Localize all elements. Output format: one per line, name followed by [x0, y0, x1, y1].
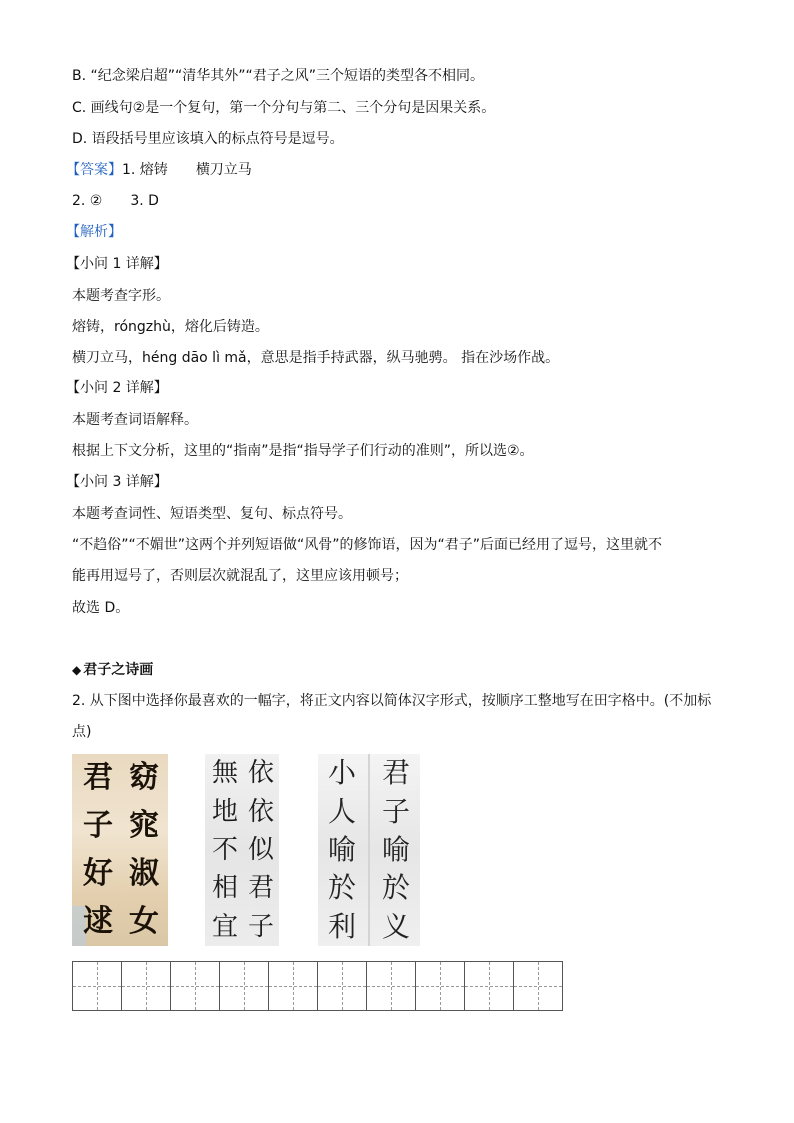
calligraphy-char: 窕: [129, 808, 159, 843]
calligraphy-char: 宜: [211, 911, 238, 942]
sub2-line: 根据上下文分析，这里的“指南”是指“指导学子们行动的准则”，所以选②。: [72, 443, 534, 459]
tianzige-cell[interactable]: [268, 961, 318, 1011]
tianzige-cell[interactable]: [464, 961, 514, 1011]
calligraphy-column: [78, 754, 118, 946]
calligraphy-char: 喻: [381, 832, 410, 866]
question2-line1: 2. 从下图中选择你最喜欢的一幅字，将正文内容以简体汉字形式，按顺序工整地写在田字格中。(不加标: [72, 693, 712, 709]
calligraphy-column: [376, 754, 416, 946]
calligraphy-char: 於: [381, 871, 410, 905]
calligraphy-char: 無: [211, 758, 238, 789]
sub3-heading: 【小问 3 详解】: [66, 474, 168, 490]
calligraphy-column: [205, 754, 245, 946]
calligraphy-char: 逑: [83, 904, 113, 939]
calligraphy-char: 於: [327, 871, 356, 905]
calligraphy-char: 人: [327, 794, 356, 828]
analysis-tag: 【解析】: [66, 224, 122, 240]
tianzige-cell[interactable]: [415, 961, 465, 1011]
calligraphy-char: 不: [211, 834, 238, 865]
answer-row: [66, 160, 252, 180]
sub2-heading: 【小问 2 详解】: [66, 380, 168, 396]
answer-q1: 1. 熔铸: [122, 162, 168, 178]
calligraphy-char: 依: [247, 758, 274, 789]
answer-tag: 【答案】: [66, 162, 122, 178]
calligraphy-char: 喻: [327, 832, 356, 866]
calligraphy-char: 地: [211, 796, 238, 827]
calligraphy-char: 君: [381, 756, 410, 790]
sub1-heading: 【小问 1 详解】: [66, 256, 168, 272]
sub3-line: “不趋俗”“不媚世”这两个并列短语做“风骨”的修饰语，因为“君子”后面已经用了逗号，这里就不: [72, 537, 663, 553]
tianzige-cell[interactable]: [219, 961, 269, 1011]
section-title-text: 君子之诗画: [83, 662, 154, 678]
answer-row-2: [72, 191, 159, 211]
answer-q3: 3. D: [130, 193, 159, 209]
section-title: [72, 660, 153, 680]
calligraphy-char: 子: [381, 794, 410, 828]
sub1-line: 横刀立马，héng dāo lì mǎ，意思是指手持武器，纵马驰骋。 指在沙场作战。: [72, 350, 560, 366]
calligraphy-char: 好: [83, 856, 113, 891]
sub2-line: 本题考查词语解释。: [72, 412, 198, 428]
calligraphy-char: 义: [381, 909, 410, 943]
answer-q1b: 横刀立马: [195, 162, 252, 178]
calligraphy-char: 君: [83, 760, 113, 795]
tianzige-cell[interactable]: [121, 961, 171, 1011]
answer-q2: 2. ②: [72, 193, 103, 209]
calligraphy-char: 小: [327, 756, 356, 790]
tianzige-grid: [72, 961, 562, 1011]
calligraphy-char: 利: [327, 909, 356, 943]
calligraphy-char: 子: [247, 911, 274, 942]
calligraphy-piece-3[interactable]: [318, 754, 420, 946]
tianzige-cell[interactable]: [170, 961, 220, 1011]
tianzige-cell[interactable]: [72, 961, 122, 1011]
sub1-line: 本题考查字形。: [72, 288, 170, 304]
tianzige-cell[interactable]: [366, 961, 416, 1011]
tianzige-cell[interactable]: [317, 961, 367, 1011]
calligraphy-char: 淑: [129, 856, 159, 891]
calligraphy-column: [322, 754, 362, 946]
sub3-line: 故选 D。: [72, 600, 130, 616]
calligraphy-char: 子: [83, 808, 113, 843]
tianzige-cell[interactable]: [513, 961, 563, 1011]
calligraphy-char: 依: [247, 796, 274, 827]
option-d: D. 语段括号里应该填入的标点符号是逗号。: [72, 131, 344, 147]
option-c: C. 画线句②是一个复句，第一个分句与第二、三个分句是因果关系。: [72, 100, 496, 116]
question2-line2: 点): [72, 724, 92, 740]
sub3-line: 本题考查词性、短语类型、复句、标点符号。: [72, 506, 352, 522]
sub1-line: 熔铸，róngzhù，熔化后铸造。: [72, 319, 269, 335]
calligraphy-char: 窈: [129, 760, 159, 795]
option-b: B. “纪念梁启超”“清华其外”“君子之风”三个短语的类型各不相同。: [72, 68, 485, 84]
calligraphy-piece-2[interactable]: [205, 754, 279, 946]
diamond-icon: ◆: [72, 663, 82, 677]
sub3-line: 能再用逗号了，否则层次就混乱了，这里应该用顿号；: [72, 568, 408, 584]
calligraphy-char: 君: [247, 873, 274, 904]
calligraphy-char: 女: [129, 904, 159, 939]
calligraphy-char: 似: [247, 834, 274, 865]
calligraphy-column: [124, 754, 164, 946]
calligraphy-piece-1[interactable]: [72, 754, 168, 946]
calligraphy-column: [241, 754, 279, 946]
calligraphy-char: 相: [211, 873, 238, 904]
